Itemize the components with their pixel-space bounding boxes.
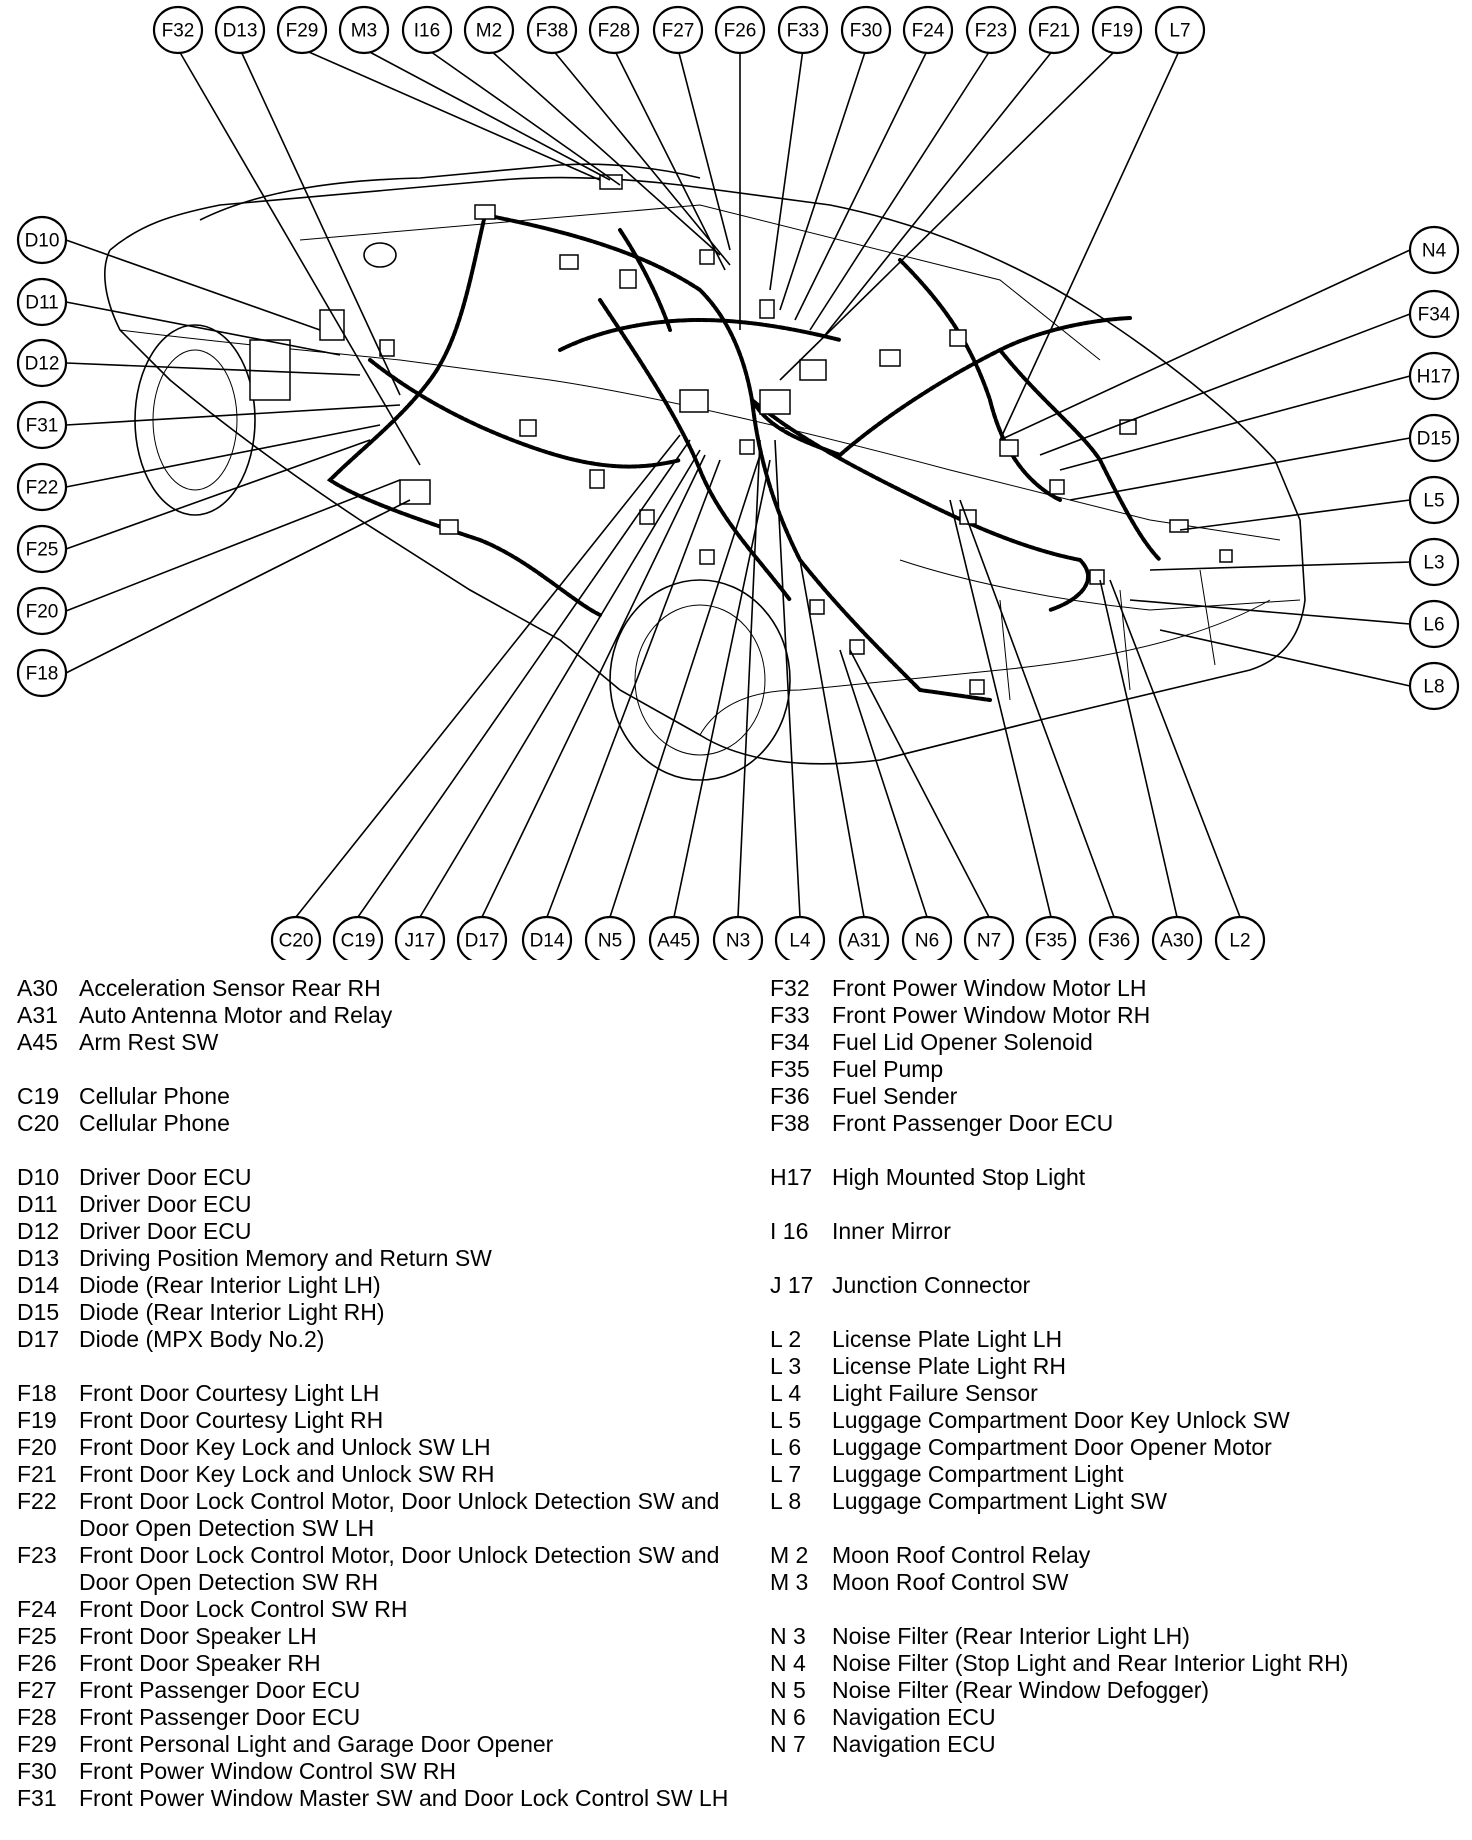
legend-description: License Plate Light RH: [832, 1353, 1066, 1379]
callout-c19: [334, 917, 382, 960]
legend-description: Front Power Window Motor LH: [832, 975, 1147, 1001]
callout-m3: [340, 7, 388, 53]
callout-l7: [1156, 7, 1204, 53]
callout-f22: [18, 464, 66, 510]
legend-entry-h17: [770, 1164, 1470, 1191]
callout-text: F38: [535, 20, 569, 42]
legend-entry-a45: [17, 1029, 737, 1056]
legend-entry-f35: [770, 1056, 1470, 1083]
legend-code: F30: [17, 1758, 57, 1784]
legend-entry-f19: [17, 1407, 737, 1434]
legend-entry-n7: [770, 1731, 1470, 1758]
legend-code: L 5: [770, 1407, 802, 1433]
legend-right-column: [770, 975, 1470, 1758]
wire-harness: [330, 215, 1160, 700]
legend-group-gap: [770, 1596, 1470, 1623]
callout-f18: [18, 650, 66, 696]
leader-lines: [66, 49, 1410, 917]
callout-text: L8: [1423, 676, 1445, 698]
legend-entry-f18: [17, 1380, 737, 1407]
legend-code: F28: [17, 1704, 57, 1730]
legend-code: F23: [17, 1542, 57, 1568]
callout-text: F18: [25, 663, 59, 685]
legend-description: Arm Rest SW: [79, 1029, 219, 1055]
legend-code: F24: [17, 1596, 57, 1622]
legend-description: Fuel Pump: [832, 1056, 944, 1082]
legend-code: F25: [17, 1623, 57, 1649]
legend-group-gap: [770, 1515, 1470, 1542]
legend-entry-j17: [770, 1272, 1470, 1299]
legend-code: F27: [17, 1677, 57, 1703]
legend-description: Diode (Rear Interior Light LH): [79, 1272, 381, 1298]
legend-entry-d12: [17, 1218, 737, 1245]
legend-code: L 2: [770, 1326, 802, 1352]
callout-text: D10: [24, 230, 60, 252]
callout-a30: [1153, 917, 1201, 960]
legend-entry-n4: [770, 1650, 1470, 1677]
legend-description: Light Failure Sensor: [832, 1380, 1038, 1406]
legend-code: N 3: [770, 1623, 806, 1649]
callout-d14: [523, 917, 571, 960]
legend-entry-l4: [770, 1380, 1470, 1407]
callout-text: F31: [25, 415, 59, 437]
legend-code: N 6: [770, 1704, 806, 1730]
callout-f19: [1093, 7, 1141, 53]
legend-code: F29: [17, 1731, 57, 1757]
legend-description: License Plate Light LH: [832, 1326, 1063, 1352]
callout-h17: [1410, 353, 1458, 399]
legend-description: Driver Door ECU: [79, 1191, 252, 1217]
legend-description: Driving Position Memory and Return SW: [79, 1245, 492, 1271]
callout-text: M2: [475, 20, 503, 42]
legend-description: Inner Mirror: [832, 1218, 951, 1244]
legend-description: Front Passenger Door ECU: [832, 1110, 1114, 1136]
legend-entry-l5: [770, 1407, 1470, 1434]
callout-l8: [1410, 663, 1458, 709]
callout-text: L5: [1423, 490, 1445, 512]
legend-entry-l2: [770, 1326, 1470, 1353]
legend-entry-d13: [17, 1245, 737, 1272]
legend-code: L 7: [770, 1461, 802, 1487]
callout-text: N6: [914, 930, 940, 952]
legend-code: H17: [770, 1164, 813, 1190]
legend-entry-n3: [770, 1623, 1470, 1650]
legend-entry-i16: [770, 1218, 1470, 1245]
legend-description: Noise Filter (Rear Window Defogger): [832, 1677, 1210, 1703]
legend-entry-n5: [770, 1677, 1470, 1704]
callout-text: J17: [404, 930, 436, 952]
legend-entry-f24: [17, 1596, 737, 1623]
callout-f38: [528, 7, 576, 53]
callout-text: N4: [1421, 240, 1447, 262]
legend-code: F18: [17, 1380, 57, 1406]
legend-description: Front Door Speaker LH: [79, 1623, 317, 1649]
callout-text: F26: [723, 20, 757, 42]
legend-code: F20: [17, 1434, 57, 1460]
legend-description: Junction Connector: [832, 1272, 1031, 1298]
legend-group-gap: [770, 1137, 1470, 1164]
callout-text: L2: [1229, 930, 1251, 952]
legend-description: Front Door Lock Control SW RH: [79, 1596, 408, 1622]
callout-n5: [586, 917, 634, 960]
legend-code: A30: [17, 975, 58, 1001]
callout-f29: [278, 7, 326, 53]
callout-text: A45: [657, 930, 691, 952]
legend-entry-f23: [17, 1542, 737, 1596]
legend-description: Noise Filter (Rear Interior Light LH): [832, 1623, 1190, 1649]
legend-description: Navigation ECU: [832, 1704, 996, 1730]
legend-group-gap: [770, 1245, 1470, 1272]
callout-i16: [403, 7, 451, 53]
callout-text: H17: [1416, 366, 1452, 388]
callout-f33: [779, 7, 827, 53]
legend-description: Front Power Window Motor RH: [832, 1002, 1151, 1028]
callout-c20: [272, 917, 320, 960]
callout-text: F27: [661, 20, 695, 42]
legend-entry-m3: [770, 1569, 1470, 1596]
callout-text: D14: [529, 930, 565, 952]
legend-description: Diode (Rear Interior Light RH): [79, 1299, 385, 1325]
callout-text: F30: [849, 20, 883, 42]
legend-entry-d15: [17, 1299, 737, 1326]
legend-code: F22: [17, 1488, 57, 1514]
legend-entry-f33: [770, 1002, 1470, 1029]
legend-code: F38: [770, 1110, 810, 1136]
callout-d12: [18, 340, 66, 386]
legend-code: F34: [770, 1029, 810, 1055]
legend-code: F36: [770, 1083, 810, 1109]
legend-group-gap: [770, 1191, 1470, 1218]
legend-description: Fuel Sender: [832, 1083, 958, 1109]
callout-d15: [1410, 415, 1458, 461]
callout-text: L6: [1423, 614, 1445, 636]
legend-description: Front Passenger Door ECU: [79, 1704, 361, 1730]
legend-entry-f20: [17, 1434, 737, 1461]
callout-f27: [654, 7, 702, 53]
legend-entry-f34: [770, 1029, 1470, 1056]
legend-entry-n6: [770, 1704, 1470, 1731]
callout-text: F29: [285, 20, 319, 42]
callout-text: N7: [976, 930, 1002, 952]
callout-j17: [396, 917, 444, 960]
callout-a31: [840, 917, 888, 960]
legend-description: Fuel Lid Opener Solenoid: [832, 1029, 1093, 1055]
callout-l6: [1410, 601, 1458, 647]
legend-description: Luggage Compartment Door Key Unlock SW: [832, 1407, 1290, 1433]
legend-entry-a31: [17, 1002, 737, 1029]
legend-code: F33: [770, 1002, 810, 1028]
callout-text: A31: [847, 930, 881, 952]
legend-code: D15: [17, 1299, 60, 1325]
callout-f26: [716, 7, 764, 53]
legend-description: Luggage Compartment Door Opener Motor: [832, 1434, 1272, 1460]
legend-code: F26: [17, 1650, 57, 1676]
callout-text: F35: [1034, 930, 1068, 952]
callout-text: F34: [1417, 304, 1451, 326]
legend-description: Luggage Compartment Light: [832, 1461, 1124, 1487]
callout-text: F28: [597, 20, 631, 42]
legend-code: C20: [17, 1110, 60, 1136]
legend-description: Noise Filter (Stop Light and Rear Interior Light RH): [832, 1650, 1349, 1676]
callout-d17: [458, 917, 506, 960]
callout-f25: [18, 526, 66, 572]
connectors: [250, 175, 1232, 694]
callout-f28: [590, 7, 638, 53]
legend-code: N 5: [770, 1677, 806, 1703]
callout-n7: [965, 917, 1013, 960]
callout-text: F25: [25, 539, 59, 561]
legend-code: N 4: [770, 1650, 806, 1676]
legend-group-gap: [17, 1137, 737, 1164]
legend-entry-f22: [17, 1488, 737, 1542]
legend-description: Front Door Lock Control Motor, Door Unlock Detection SW and Door Open Detection SW LH: [79, 1488, 720, 1541]
callout-f34: [1410, 291, 1458, 337]
legend-description: Moon Roof Control SW: [832, 1569, 1069, 1595]
callout-text: N5: [597, 930, 623, 952]
callout-f30: [842, 7, 890, 53]
legend-description: Moon Roof Control Relay: [832, 1542, 1091, 1568]
legend-description: Front Door Key Lock and Unlock SW RH: [79, 1461, 495, 1487]
legend-description: Cellular Phone: [79, 1110, 230, 1136]
legend-entry-f31: [17, 1785, 737, 1812]
legend-entry-f21: [17, 1461, 737, 1488]
legend-entry-l7: [770, 1461, 1470, 1488]
legend-group-gap: [17, 1056, 737, 1083]
legend-description: Acceleration Sensor Rear RH: [79, 975, 381, 1001]
callout-f20: [18, 588, 66, 634]
callout-text: C19: [340, 930, 376, 952]
legend-entry-m2: [770, 1542, 1470, 1569]
callout-d13: [216, 7, 264, 53]
callout-text: F19: [1100, 20, 1134, 42]
legend-entry-c20: [17, 1110, 737, 1137]
legend-code: L 4: [770, 1380, 802, 1406]
legend-description: Front Door Speaker RH: [79, 1650, 321, 1676]
legend-entry-d17: [17, 1326, 737, 1353]
legend-entry-l8: [770, 1488, 1470, 1515]
callout-text: F32: [161, 20, 195, 42]
legend-description: Front Door Courtesy Light RH: [79, 1407, 384, 1433]
legend-code: C19: [17, 1083, 60, 1109]
callout-f32: [154, 7, 202, 53]
legend-entry-a30: [17, 975, 737, 1002]
legend-description: Navigation ECU: [832, 1731, 996, 1757]
legend-code: F32: [770, 975, 810, 1001]
callout-text: F24: [911, 20, 945, 42]
legend-entry-d14: [17, 1272, 737, 1299]
legend-code: D12: [17, 1218, 60, 1244]
legend-description: Luggage Compartment Light SW: [832, 1488, 1167, 1514]
legend-code: F35: [770, 1056, 810, 1082]
legend-description: Cellular Phone: [79, 1083, 230, 1109]
legend-code: M 3: [770, 1569, 809, 1595]
legend-entry-d10: [17, 1164, 737, 1191]
callout-text: A30: [1160, 930, 1194, 952]
legend-description: High Mounted Stop Light: [832, 1164, 1086, 1190]
legend-code: A31: [17, 1002, 58, 1028]
callout-n6: [903, 917, 951, 960]
callout-f35: [1027, 917, 1075, 960]
legend-description: Driver Door ECU: [79, 1218, 252, 1244]
legend-code: D10: [17, 1164, 60, 1190]
callout-l2: [1216, 917, 1264, 960]
legend-code: D11: [17, 1191, 58, 1217]
legend-description: Auto Antenna Motor and Relay: [79, 1002, 393, 1028]
callout-text: D13: [222, 20, 258, 42]
callout-text: F36: [1097, 930, 1131, 952]
legend-code: L 3: [770, 1353, 802, 1379]
callout-f36: [1090, 917, 1138, 960]
legend-group-gap: [17, 1353, 737, 1380]
callout-d11: [18, 279, 66, 325]
legend-description: Front Power Window Control SW RH: [79, 1758, 457, 1784]
callout-n4: [1410, 227, 1458, 273]
callout-text: N3: [725, 930, 751, 952]
legend-description: Front Power Window Master SW and Door Lock Control SW LH: [79, 1785, 729, 1811]
callout-text: F20: [25, 601, 59, 623]
legend-entry-f25: [17, 1623, 737, 1650]
legend-description: Front Door Key Lock and Unlock SW LH: [79, 1434, 491, 1460]
callout-labels: [18, 7, 1458, 960]
legend-entry-f27: [17, 1677, 737, 1704]
callout-f23: [967, 7, 1015, 53]
legend-entry-f26: [17, 1650, 737, 1677]
callout-f31: [18, 402, 66, 448]
legend-code: D13: [17, 1245, 60, 1271]
callout-text: M3: [350, 20, 378, 42]
callout-text: F21: [1037, 20, 1071, 42]
legend-entry-f38: [770, 1110, 1470, 1137]
legend-code: M 2: [770, 1542, 809, 1568]
legend-group-gap: [770, 1299, 1470, 1326]
legend-description: Front Door Courtesy Light LH: [79, 1380, 380, 1406]
callout-m2: [465, 7, 513, 53]
callout-text: L4: [789, 930, 811, 952]
legend-description: Diode (MPX Body No.2): [79, 1326, 325, 1352]
legend-description: Front Door Lock Control Motor, Door Unlock Detection SW and Door Open Detection SW RH: [79, 1542, 720, 1595]
callout-l4: [776, 917, 824, 960]
legend-code: J 17: [770, 1272, 814, 1298]
callout-text: C20: [278, 930, 314, 952]
legend-code: I 16: [770, 1218, 809, 1244]
callout-text: L7: [1169, 20, 1191, 42]
legend-left-column: [17, 975, 737, 1812]
legend-entry-f28: [17, 1704, 737, 1731]
legend-entry-f36: [770, 1083, 1470, 1110]
legend-description: Driver Door ECU: [79, 1164, 252, 1190]
callout-text: F33: [786, 20, 820, 42]
legend-code: F31: [17, 1785, 57, 1811]
legend-code: D14: [17, 1272, 60, 1298]
legend-entry-d11: [17, 1191, 737, 1218]
callout-text: D11: [25, 292, 59, 314]
legend-code: D17: [17, 1326, 60, 1352]
legend-entry-c19: [17, 1083, 737, 1110]
legend-code: A45: [17, 1029, 58, 1055]
callout-text: L3: [1423, 552, 1445, 574]
callout-text: D12: [24, 353, 60, 375]
legend-code: N 7: [770, 1731, 806, 1757]
legend-entry-l6: [770, 1434, 1470, 1461]
legend-entry-f30: [17, 1758, 737, 1785]
callout-n3: [714, 917, 762, 960]
callout-text: F22: [25, 477, 59, 499]
callout-text: I16: [413, 20, 441, 42]
legend-description: Front Personal Light and Garage Door Opener: [79, 1731, 554, 1757]
callout-f24: [904, 7, 952, 53]
callout-l5: [1410, 477, 1458, 523]
callout-text: D17: [464, 930, 500, 952]
legend-entry-f29: [17, 1731, 737, 1758]
callout-text: F23: [974, 20, 1008, 42]
legend-code: L 6: [770, 1434, 802, 1460]
callout-a45: [650, 917, 698, 960]
callout-l3: [1410, 539, 1458, 585]
legend-code: F21: [17, 1461, 57, 1487]
legend-code: L 8: [770, 1488, 802, 1514]
legend-entry-l3: [770, 1353, 1470, 1380]
callout-d10: [18, 217, 66, 263]
callout-f21: [1030, 7, 1078, 53]
callout-text: D15: [1416, 428, 1452, 450]
legend-code: F19: [17, 1407, 57, 1433]
legend-entry-f32: [770, 975, 1470, 1002]
legend-description: Front Passenger Door ECU: [79, 1677, 361, 1703]
